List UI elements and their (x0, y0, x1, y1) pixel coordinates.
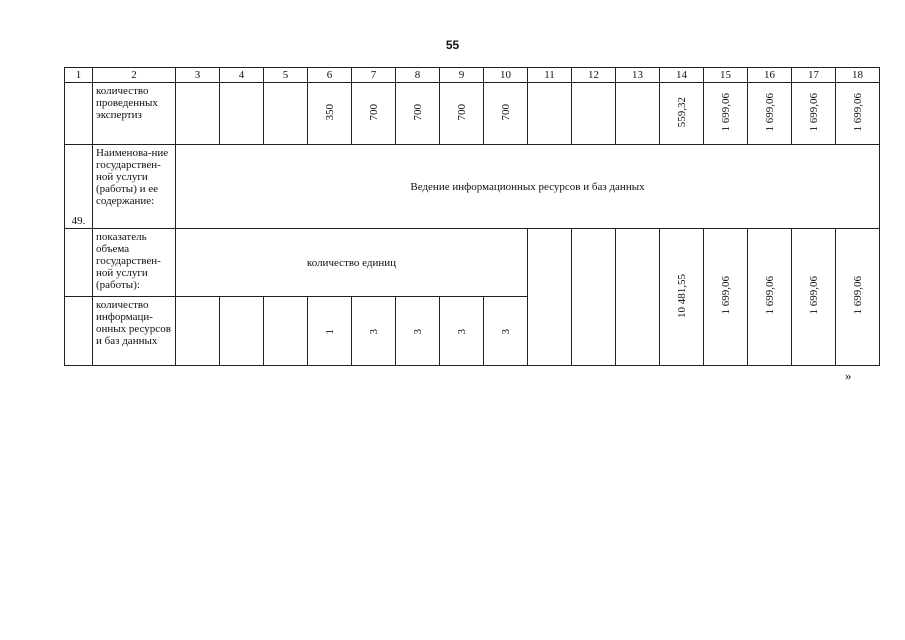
col-header: 9 (440, 68, 484, 83)
col-header: 16 (748, 68, 792, 83)
col-header: 13 (616, 68, 660, 83)
row-label: количество проведенных экспертиз (93, 83, 176, 145)
unit-of-measure: количество единиц (176, 229, 528, 297)
cell-value (396, 297, 440, 366)
cell-value (748, 229, 792, 366)
row-label: Наименова-ние государствен-ной услуги (работы) и ее содержание: (93, 145, 176, 229)
cell-value (792, 229, 836, 366)
cell-value (748, 83, 792, 145)
value-text: 700 (411, 103, 424, 121)
cell-empty (220, 83, 264, 145)
value-text: 700 (455, 103, 468, 121)
row-label: показатель объема государствен-ной услуги (работы): (93, 229, 176, 297)
table-row (65, 83, 880, 145)
cell-value (660, 229, 704, 366)
value-text: 559,32 (675, 96, 688, 128)
col-header: 2 (93, 68, 176, 83)
value-text: 1 699,06 (807, 92, 820, 132)
cell-empty (528, 229, 572, 366)
value-text: 1 699,06 (807, 276, 820, 315)
col-header: 7 (352, 68, 396, 83)
col-header: 3 (176, 68, 220, 83)
closing-quote: » (845, 368, 852, 383)
cell-empty (176, 297, 220, 366)
cell-empty (616, 229, 660, 366)
cell-empty (220, 297, 264, 366)
col-header: 6 (308, 68, 352, 83)
cell-empty (572, 83, 616, 145)
cell-value (308, 83, 352, 145)
value-text: 3 (455, 328, 468, 334)
col-header: 8 (396, 68, 440, 83)
value-text: 1 (323, 328, 336, 334)
col-header: 1 (65, 68, 93, 83)
value-text: 350 (323, 103, 336, 121)
cell-value (308, 297, 352, 366)
value-text: 700 (367, 103, 380, 121)
data-table (64, 67, 880, 366)
col-header: 11 (528, 68, 572, 83)
value-text: 1 699,06 (851, 276, 864, 315)
row-number: 49. (65, 145, 93, 229)
cell-value (704, 229, 748, 366)
cell-empty (176, 83, 220, 145)
value-text: 3 (411, 328, 424, 334)
header-row (65, 68, 880, 83)
cell-empty (264, 83, 308, 145)
table-row (65, 229, 880, 297)
value-text: 1 699,06 (851, 92, 864, 132)
cell-value (352, 83, 396, 145)
table-row (65, 145, 880, 229)
cell-value (704, 83, 748, 145)
cell-value (440, 297, 484, 366)
cell-value (792, 83, 836, 145)
page-number: 55 (445, 38, 460, 52)
cell-empty (572, 229, 616, 366)
cell-value (396, 83, 440, 145)
cell-empty (264, 297, 308, 366)
value-text: 3 (499, 328, 512, 334)
col-header: 18 (836, 68, 880, 83)
service-name: Ведение информационных ресурсов и баз данных (176, 145, 880, 229)
col-header: 4 (220, 68, 264, 83)
value-text: 10 481,55 (675, 273, 688, 318)
cell-value (836, 229, 880, 366)
value-text: 1 699,06 (719, 92, 732, 132)
cell-empty (65, 229, 93, 297)
row-label: количество информаци-онных ресурсов и баз данных (93, 297, 176, 366)
cell-value (484, 83, 528, 145)
col-header: 14 (660, 68, 704, 83)
value-text: 1 699,06 (763, 276, 776, 315)
cell-empty (65, 83, 93, 145)
col-header: 15 (704, 68, 748, 83)
value-text: 700 (499, 103, 512, 121)
cell-value (352, 297, 396, 366)
col-header: 5 (264, 68, 308, 83)
value-text: 3 (367, 328, 380, 334)
col-header: 17 (792, 68, 836, 83)
cell-value (660, 83, 704, 145)
col-header: 10 (484, 68, 528, 83)
cell-empty (65, 297, 93, 366)
cell-value (836, 83, 880, 145)
cell-value (484, 297, 528, 366)
cell-empty (616, 83, 660, 145)
cell-empty (528, 83, 572, 145)
value-text: 1 699,06 (763, 92, 776, 132)
cell-value (440, 83, 484, 145)
value-text: 1 699,06 (719, 276, 732, 315)
col-header: 12 (572, 68, 616, 83)
